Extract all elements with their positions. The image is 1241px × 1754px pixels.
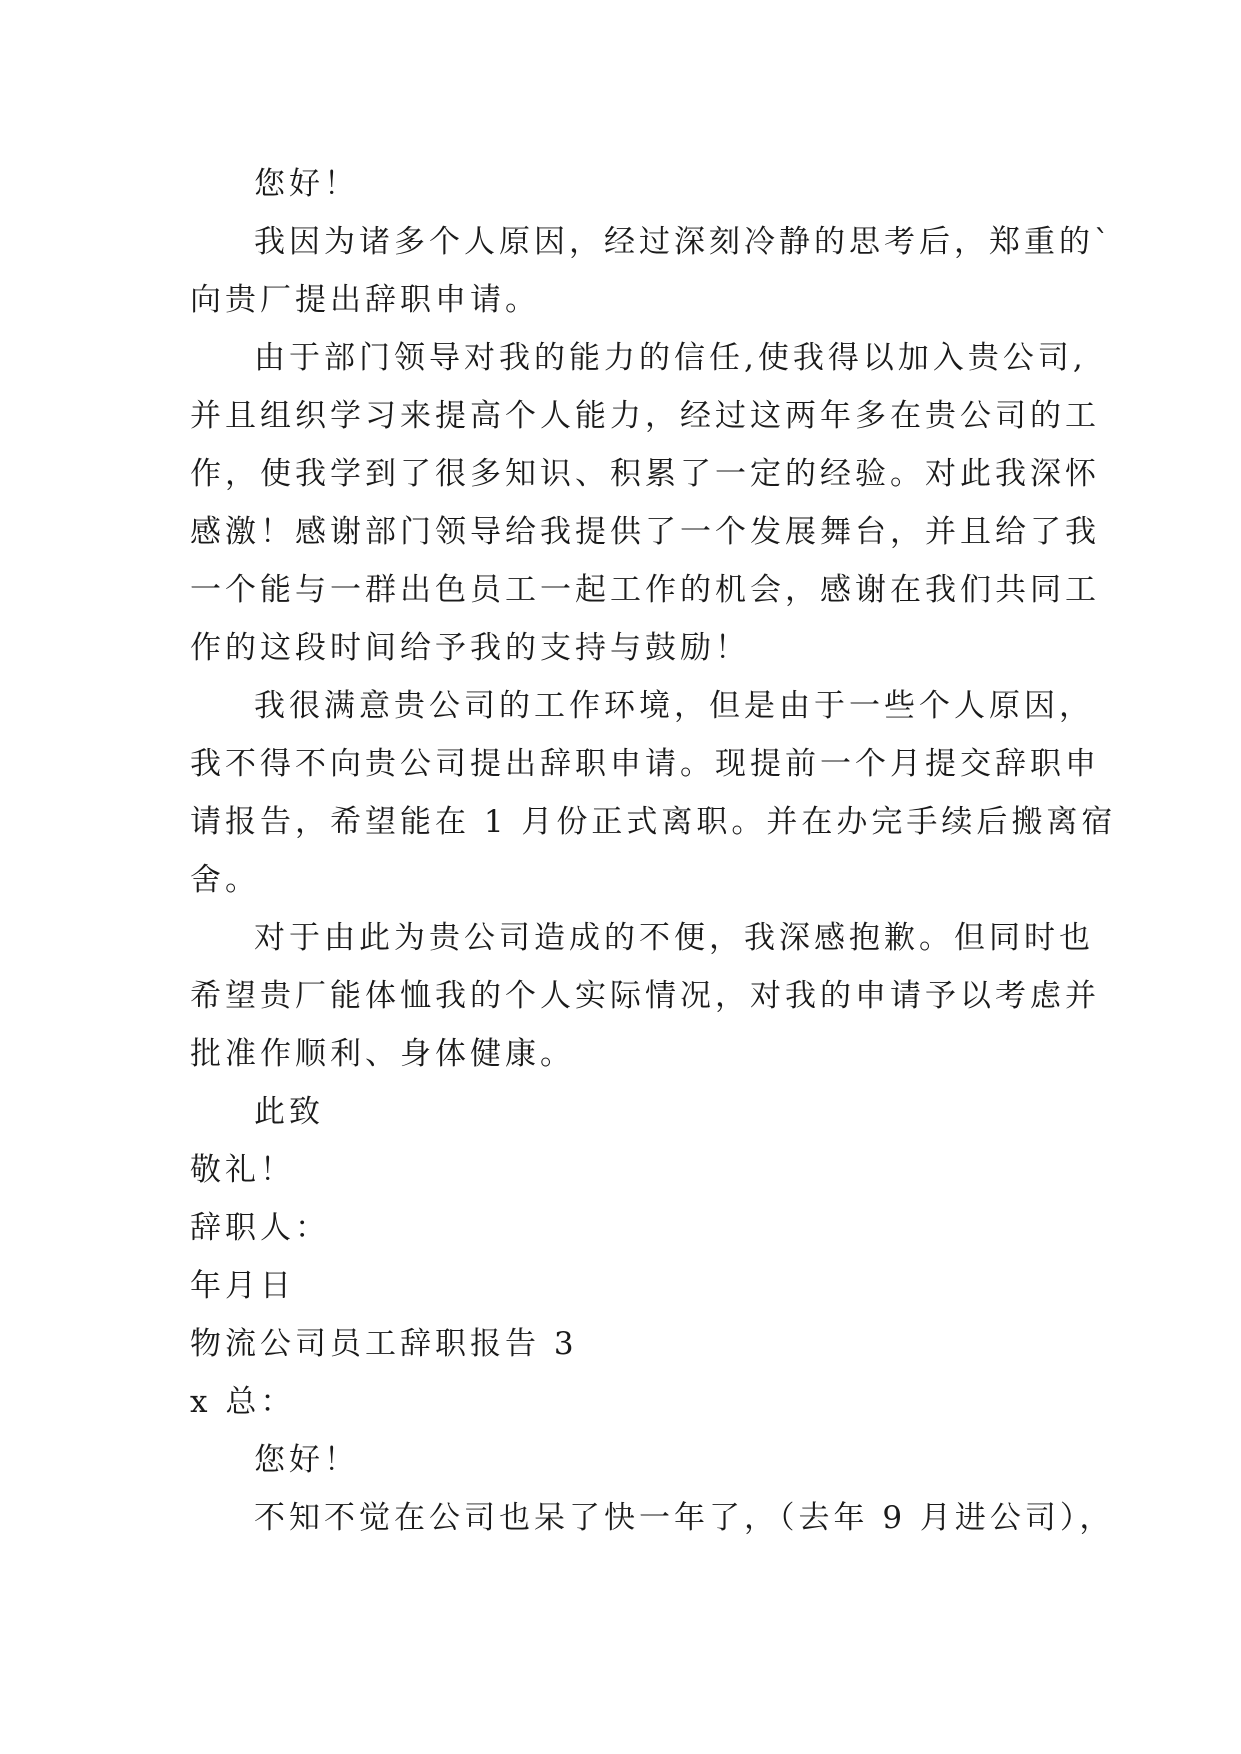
closing-line: 此致 xyxy=(254,1094,324,1130)
greeting: 您好！ xyxy=(254,1442,359,1478)
paragraph-line: 由于部门领导对我的能力的信任,使我得以加入贵公司, xyxy=(254,340,1087,376)
paragraph-line: 向贵厂提出辞职申请。 xyxy=(190,282,540,318)
section-title: 物流公司员工辞职报告 3 xyxy=(190,1326,578,1362)
paragraph-line: 希望贵厂能体恤我的个人实际情况，对我的申请予以考虑并 xyxy=(190,978,1100,1014)
paragraph-line: 不知不觉在公司也呆了快一年了，（去年 9 月进公司）， xyxy=(254,1500,1115,1536)
greeting: 您好！ xyxy=(254,166,359,202)
date-label: 年月日 xyxy=(190,1268,295,1304)
paragraph-line: 作的这段时间给予我的支持与鼓励！ xyxy=(190,630,750,666)
paragraph-line: 我不得不向贵公司提出辞职申请。现提前一个月提交辞职申 xyxy=(190,746,1100,782)
signer-label: 辞职人： xyxy=(190,1210,330,1246)
paragraph-line: 我因为诸多个人原因，经过深刻冷静的思考后，郑重的` xyxy=(254,224,1114,260)
addressee: x 总： xyxy=(190,1384,296,1420)
paragraph-line: 批准作顺利、身体健康。 xyxy=(190,1036,575,1072)
paragraph-line: 并且组织学习来提高个人能力，经过这两年多在贵公司的工 xyxy=(190,398,1100,434)
paragraph-line: 对于由此为贵公司造成的不便，我深感抱歉。但同时也 xyxy=(254,920,1094,956)
paragraph-line: 一个能与一群出色员工一起工作的机会，感谢在我们共同工 xyxy=(190,572,1100,608)
paragraph-line: 我很满意贵公司的工作环境，但是由于一些个人原因， xyxy=(254,688,1094,724)
salutation: 敬礼！ xyxy=(190,1152,295,1188)
paragraph-line: 舍。 xyxy=(190,862,260,898)
paragraph-line: 作，使我学到了很多知识、积累了一定的经验。对此我深怀 xyxy=(190,456,1100,492)
paragraph-line: 感激！感谢部门领导给我提供了一个发展舞台，并且给了我 xyxy=(190,514,1100,550)
paragraph-line: 请报告，希望能在 1 月份正式离职。并在办完手续后搬离宿 xyxy=(190,804,1117,840)
